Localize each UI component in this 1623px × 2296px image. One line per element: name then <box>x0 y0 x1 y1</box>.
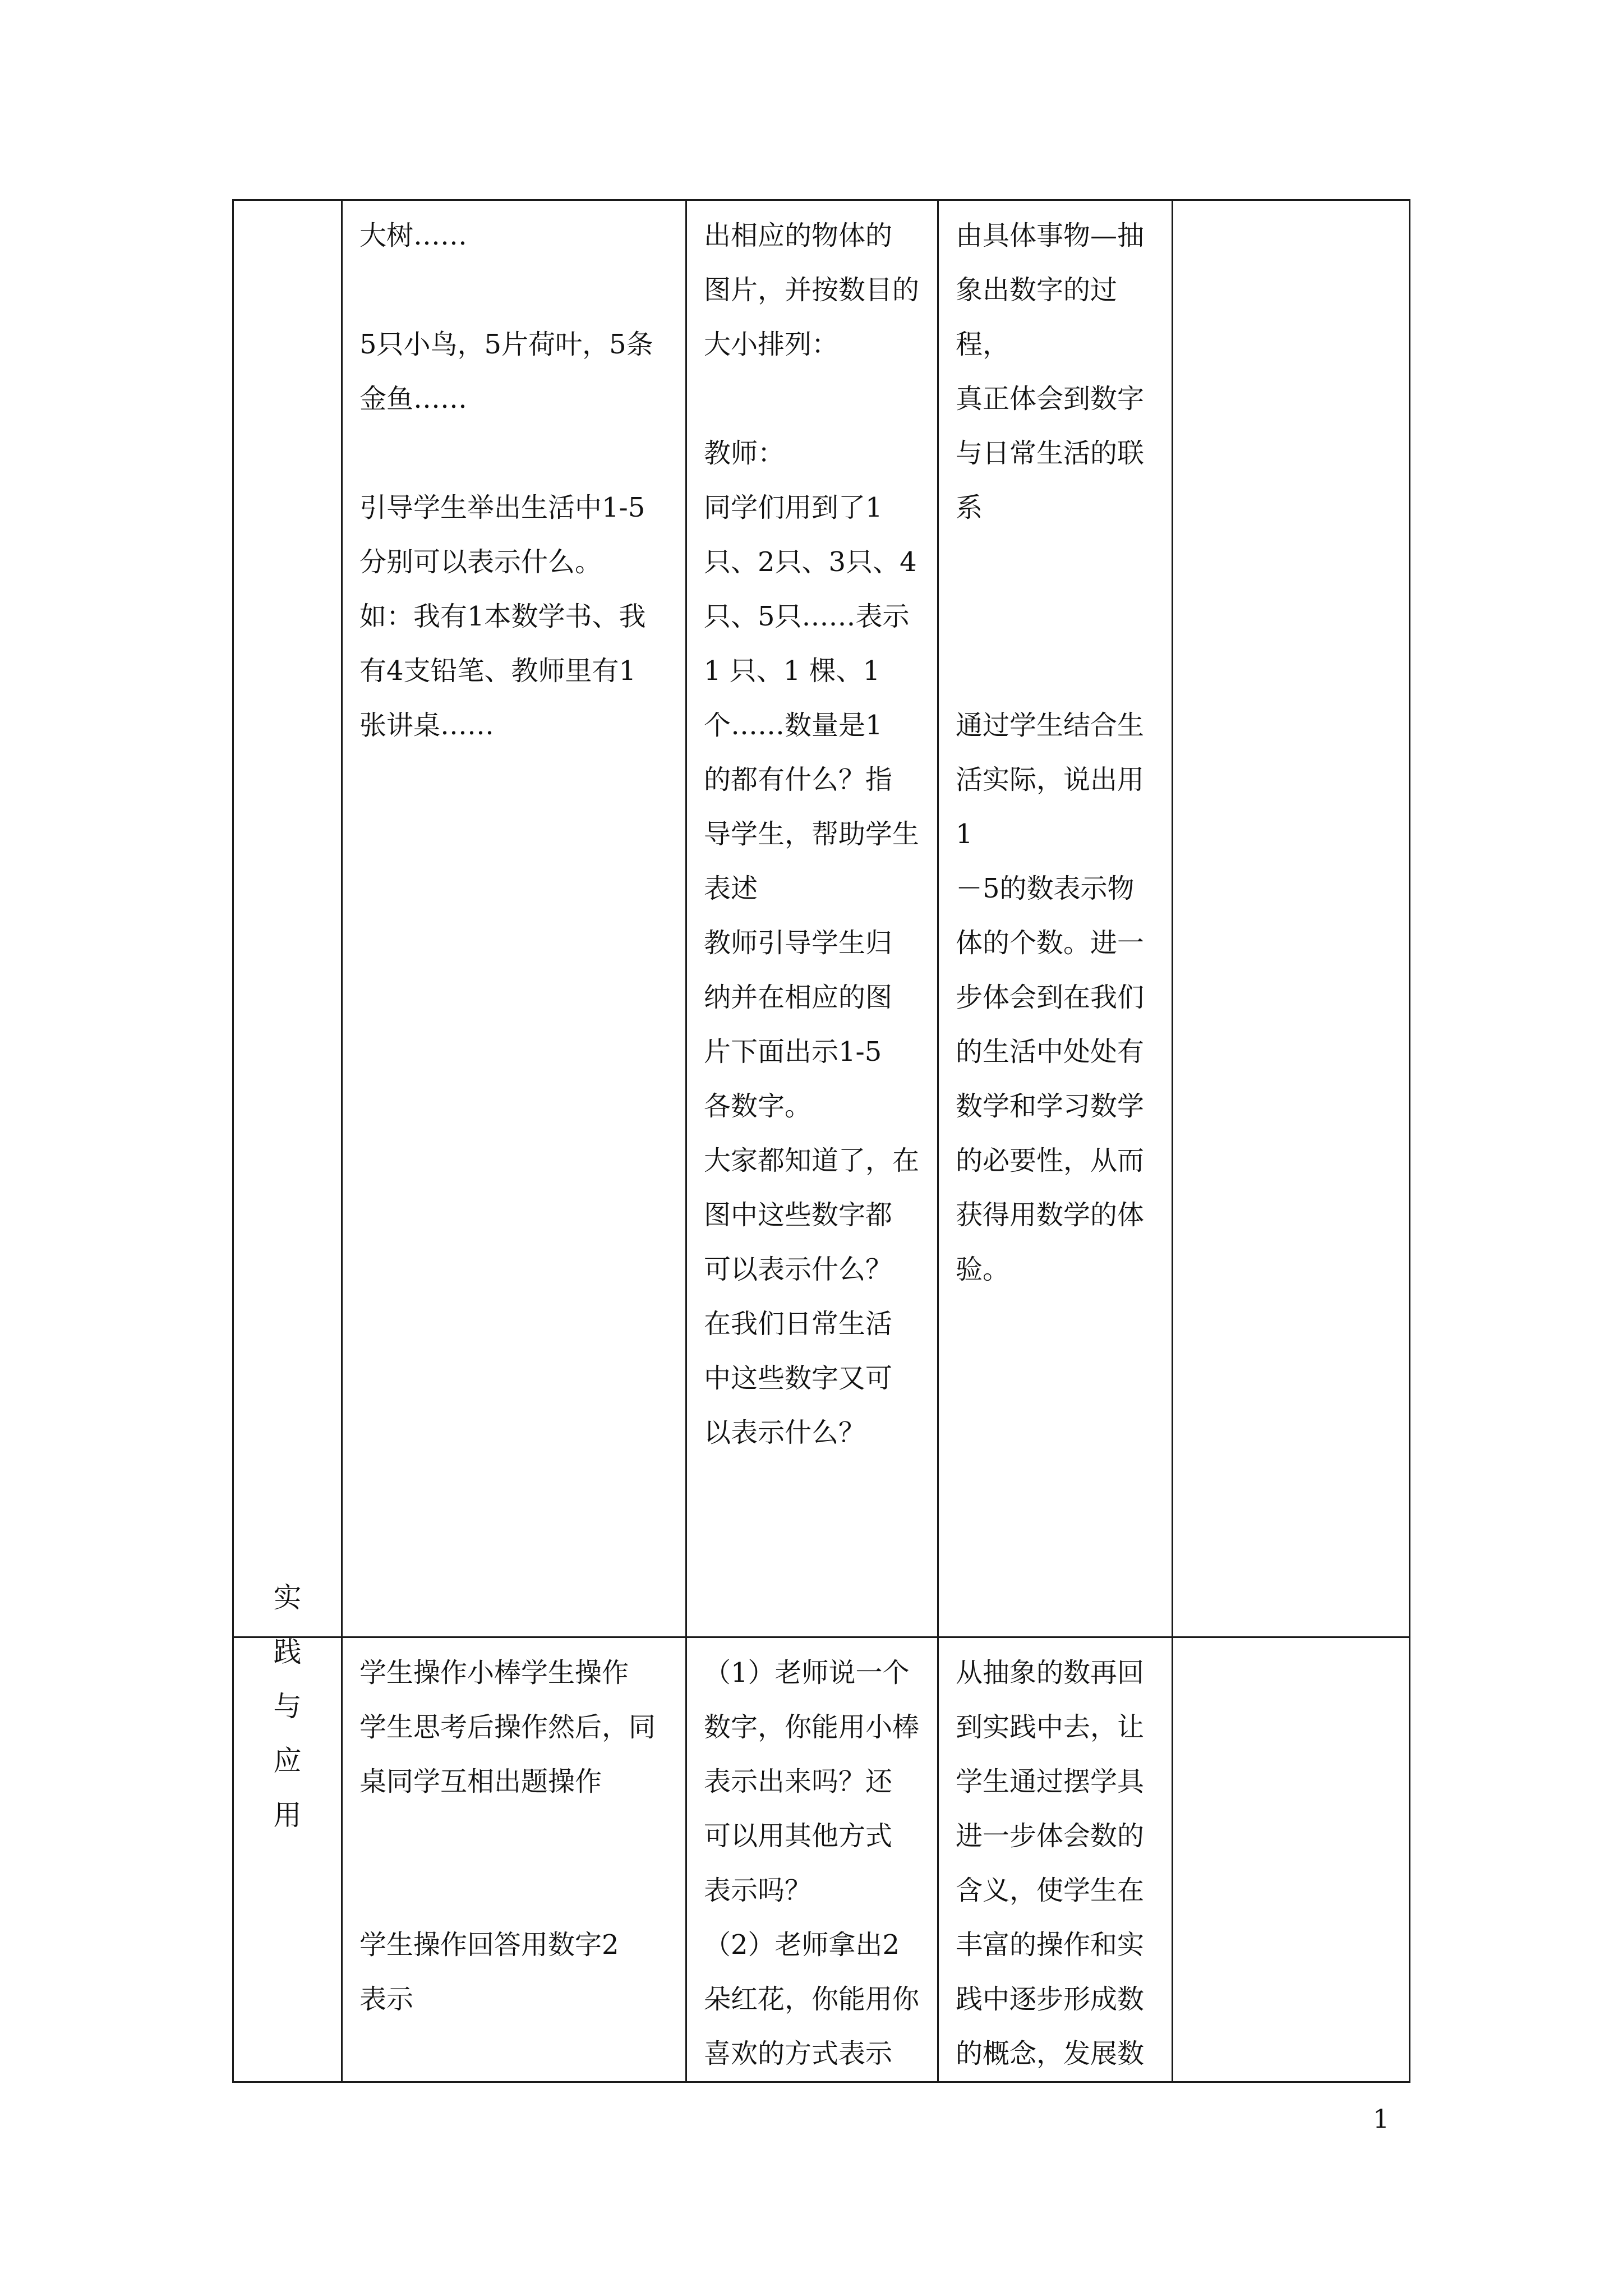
lesson-plan-table <box>232 199 1410 2083</box>
teacher-activity-text: （2）老师拿出2 朵红花，你能用你 喜欢的方式表示 <box>704 1929 920 2069</box>
design-intent-cell <box>938 1637 1173 2082</box>
design-intent-text: 从抽象的数再回 到实践中去，让 学生通过摆学具 进一步体会数的 含义，使学生在 丰富的操作和实 践中逐步形成数 的概念，发展数 <box>956 1657 1145 2069</box>
teacher-activity-cell <box>686 200 938 1637</box>
student-activity-cell <box>342 1637 686 2082</box>
teacher-activity-text: 教师： 同学们用到了1 只、2只、3只、4 只、5只……表示 1 只、1 棵、1 个……数量是1 的都有什么？指 导学生，帮助学生 表述 <box>704 438 920 904</box>
design-intent-cell <box>938 200 1173 1637</box>
teacher-activity-text: 大家都知道了，在 图中这些数字都 可以表示什么？ 在我们日常生活 中这些数字又可 以表示什么？ <box>704 1145 920 1448</box>
teacher-activity-text: （1）老师说一个 数字，你能用小棒 表示出来吗？还 可以用其他方式 表示吗？ <box>704 1657 920 1906</box>
table-row <box>233 200 1410 1637</box>
student-activity-text: 引导学生举出生活中1-5 分别可以表示什么。 <box>359 492 645 578</box>
teacher-activity-text: 教师引导学生归 纳并在相应的图 片下面出示1-5 各数字。 <box>704 927 893 1122</box>
table-row <box>233 1637 1410 2082</box>
notes-cell <box>1173 200 1410 1637</box>
student-activity-text: 大树…… <box>359 220 468 251</box>
section-label: 实 践 与 应 用 <box>273 1581 302 1832</box>
design-intent-text: 由具体事物—抽 象出数字的过程， 真正体会到数字 与日常生活的联 系 <box>956 220 1145 523</box>
student-activity-text: 如：我有1本数学书、我 有4支铅笔、教师里有1 张讲桌…… <box>359 601 646 741</box>
teacher-activity-text: 出相应的物体的 图片，并按数目的 大小排列： <box>704 220 920 360</box>
student-activity-text: 学生操作回答用数字2 表示 <box>359 1929 619 2015</box>
student-activity-cell <box>342 200 686 1637</box>
student-activity-text: 学生操作小棒学生操作 学生思考后操作然后，同 桌同学互相出题操作 <box>359 1657 656 1797</box>
page-number: 1 <box>1373 2104 1390 2134</box>
notes-cell <box>1173 1637 1410 2082</box>
teacher-activity-cell <box>686 1637 938 2082</box>
section-cell <box>233 200 342 1637</box>
section-cell <box>233 1581 342 2082</box>
student-activity-text: 5只小鸟，5片荷叶，5条 金鱼…… <box>359 329 653 415</box>
design-intent-text: 通过学生结合生 活实际，说出用1 －5的数表示物 体的个数。进一 步体会到在我们 的生活中处处有 数学和学习数学 的必要性，从而 获得用数学的体 验。 <box>956 710 1145 1285</box>
